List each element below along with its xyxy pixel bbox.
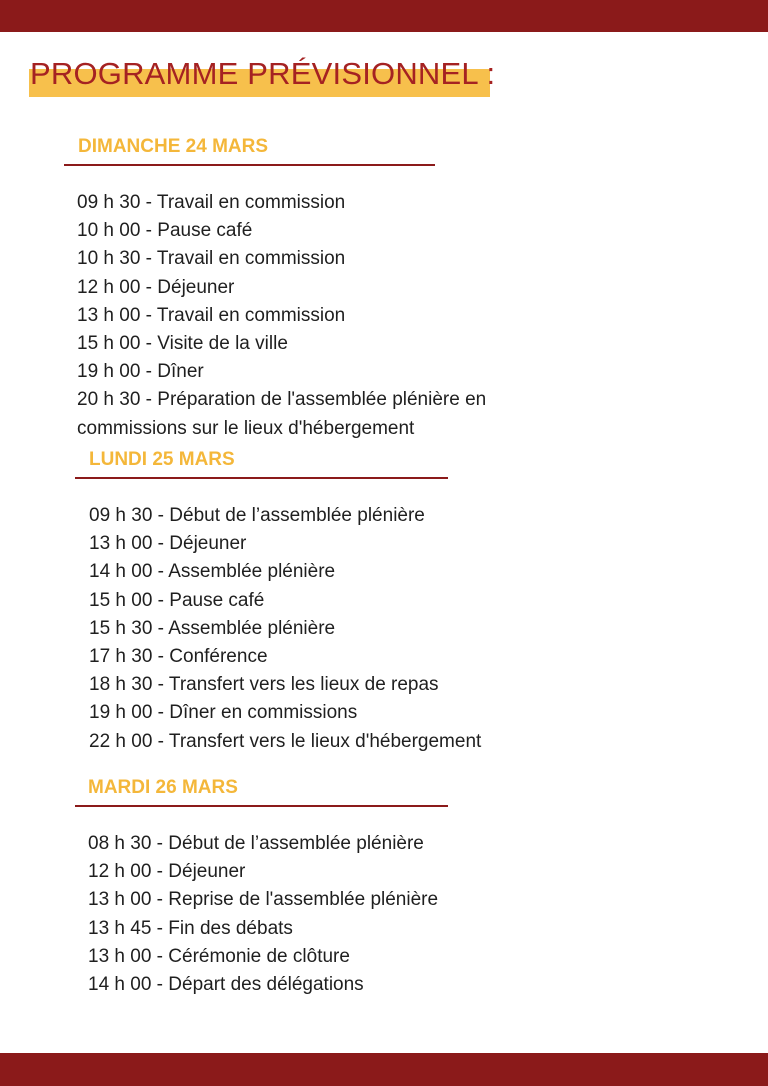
schedule-item: 18 h 30 - Transfert vers les lieux de repas	[89, 674, 439, 696]
section-divider	[64, 164, 435, 166]
top-decorative-band	[0, 0, 768, 32]
schedule-item: 20 h 30 - Préparation de l'assemblée plénière en commissions sur le lieux d'hébergement	[77, 389, 487, 439]
bottom-decorative-band	[0, 1053, 768, 1086]
schedule-item: 14 h 00 - Départ des délégations	[88, 974, 364, 996]
page-title: PROGRAMME PRÉVISIONNEL :	[30, 56, 496, 91]
section-heading: MARDI 26 MARS	[88, 777, 238, 798]
day-section-tuesday	[88, 777, 448, 999]
schedule-item: 13 h 00 - Reprise de l'assemblée plénière	[88, 889, 439, 911]
schedule-list	[89, 502, 481, 756]
section-divider	[75, 805, 448, 807]
day-section-monday	[89, 449, 481, 756]
schedule-item: 17 h 30 - Conférence	[89, 646, 268, 668]
schedule-item: 12 h 00 - Déjeuner	[77, 276, 235, 298]
day-section-sunday	[77, 136, 517, 443]
schedule-list	[77, 189, 517, 443]
schedule-item: 14 h 00 - Assemblée plénière	[89, 561, 336, 583]
schedule-list	[88, 830, 448, 999]
schedule-item: 19 h 00 - Dîner en commissions	[89, 702, 358, 724]
schedule-item: 13 h 00 - Déjeuner	[89, 533, 247, 555]
schedule-item: 10 h 00 - Pause café	[77, 220, 253, 242]
section-heading: DIMANCHE 24 MARS	[78, 136, 269, 157]
schedule-item: 15 h 00 - Visite de la ville	[77, 333, 288, 355]
schedule-item: 15 h 00 - Pause café	[89, 589, 265, 611]
schedule-item: 08 h 30 - Début de l’assemblée plénière	[88, 833, 424, 854]
schedule-item: 10 h 30 - Travail en commission	[77, 248, 346, 270]
section-heading: LUNDI 25 MARS	[89, 449, 235, 470]
schedule-item: 13 h 45 - Fin des débats	[88, 917, 293, 939]
section-divider	[75, 477, 448, 479]
schedule-item: 13 h 00 - Travail en commission	[77, 304, 346, 326]
schedule-item: 09 h 30 - Début de l’assemblée plénière	[89, 505, 425, 526]
schedule-item: 19 h 00 - Dîner	[77, 361, 204, 383]
schedule-item: 09 h 30 - Travail en commission	[77, 192, 346, 213]
schedule-item: 12 h 00 - Déjeuner	[88, 861, 246, 883]
schedule-item: 15 h 30 - Assemblée plénière	[89, 617, 336, 639]
schedule-item: 13 h 00 - Cérémonie de clôture	[88, 945, 350, 967]
schedule-item: 22 h 00 - Transfert vers le lieux d'hébergement	[89, 730, 482, 752]
